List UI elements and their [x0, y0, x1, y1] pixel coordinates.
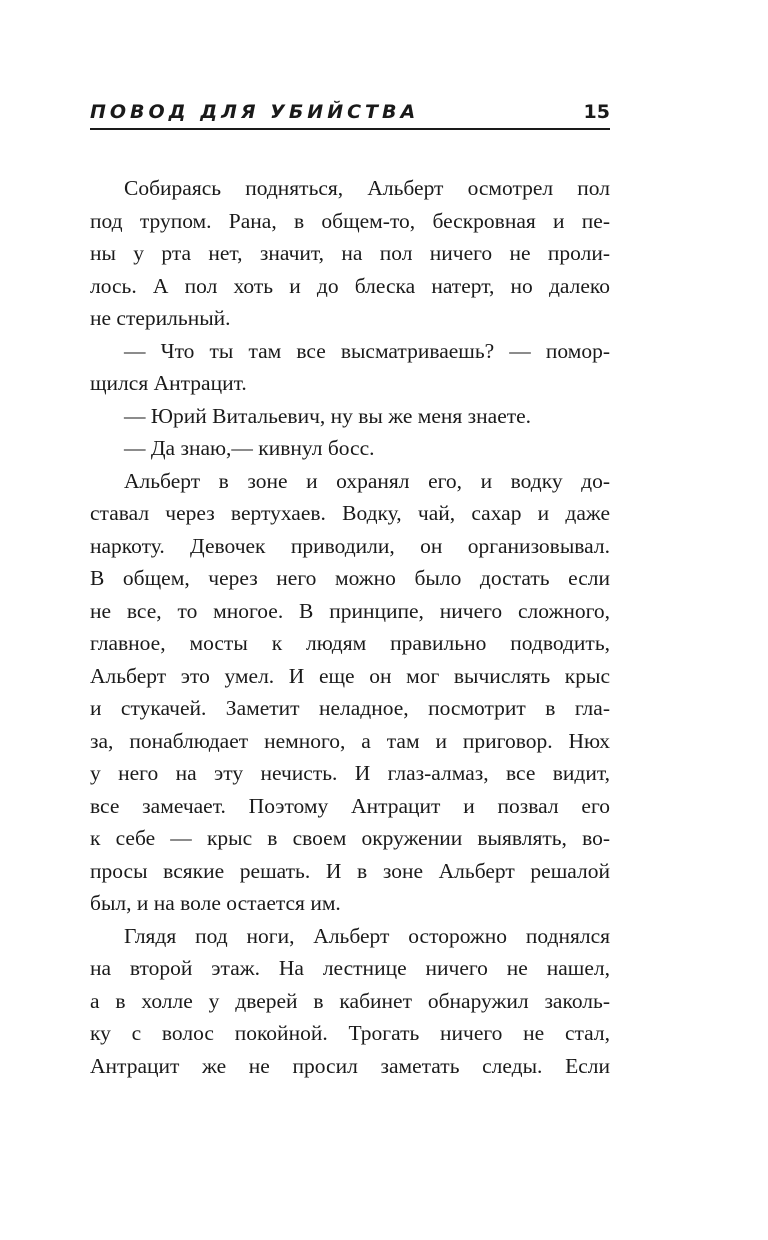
text-line: Альберт в зоне и охранял его, и водку до-	[124, 468, 610, 493]
text-line: ку с волос покойной. Трогать ничего не стал,	[90, 1021, 610, 1045]
paragraph	[90, 920, 610, 1083]
text-line: В общем, через него можно было достать если	[90, 566, 610, 590]
paragraph	[90, 432, 610, 465]
text-line: ны у рта нет, значит, на пол ничего не проли-	[90, 241, 610, 265]
text-line: просы всякие решать. И в зоне Альберт решалой	[90, 858, 610, 883]
paragraph	[90, 172, 610, 335]
text-line: Глядя под ноги, Альберт осторожно поднялся	[124, 923, 610, 948]
text-line: — Да знаю,— кивнул босс.	[124, 436, 375, 460]
page-number: 15	[583, 101, 610, 123]
text-line: Собираясь подняться, Альберт осмотрел пол	[124, 176, 610, 200]
text-line: на второй этаж. На лестнице ничего не нашел,	[90, 956, 610, 980]
text-line: не стерильный.	[90, 306, 231, 330]
running-header	[90, 90, 610, 130]
text-line: Альберт это умел. И еще он мог вычислять крыс	[90, 663, 610, 688]
paragraph	[90, 465, 610, 920]
text-line: за, понаблюдает немного, а там и приговор. Нюх	[90, 728, 610, 753]
text-line: у него на эту нечисть. И глаз-алмаз, все видит,	[90, 761, 610, 785]
text-line: главное, мосты к людям правильно подводить,	[90, 631, 610, 655]
book-title: ПОВОД ДЛЯ УБИЙСТВА	[90, 101, 420, 123]
text-line: ставал через вертухаев. Водку, чай, сахар и даже	[90, 501, 610, 525]
text-line: под трупом. Рана, в общем-то, бескровная и пе-	[90, 208, 610, 233]
text-line: к себе — крыс в своем окружении выявлять, во-	[90, 826, 610, 850]
text-line: лось. А пол хоть и до блеска натерт, но далеко	[90, 273, 610, 298]
text-line: наркоту. Девочек приводили, он организовывал.	[90, 533, 610, 558]
text-line: не все, то многое. В принципе, ничего сложного,	[90, 598, 610, 623]
paragraph	[90, 400, 610, 433]
text-line: — Юрий Витальевич, ну вы же меня знаете.	[124, 403, 532, 428]
text-line: был, и на воле остается им.	[90, 891, 341, 915]
paragraph	[90, 335, 610, 400]
text-line: и стукачей. Заметит неладное, посмотрит в гла-	[90, 696, 610, 720]
text-line: все замечает. Поэтому Антрацит и позвал его	[90, 793, 610, 818]
text-line: а в холле у дверей в кабинет обнаружил заколь-	[90, 988, 610, 1013]
body-text	[90, 172, 610, 1082]
text-line: щился Антрацит.	[90, 371, 247, 395]
text-line: — Что ты там все высматриваешь? — помор-	[124, 338, 610, 363]
text-line: Антрацит же не просил заметать следы. Если	[90, 1053, 610, 1078]
book-page	[90, 90, 610, 1082]
